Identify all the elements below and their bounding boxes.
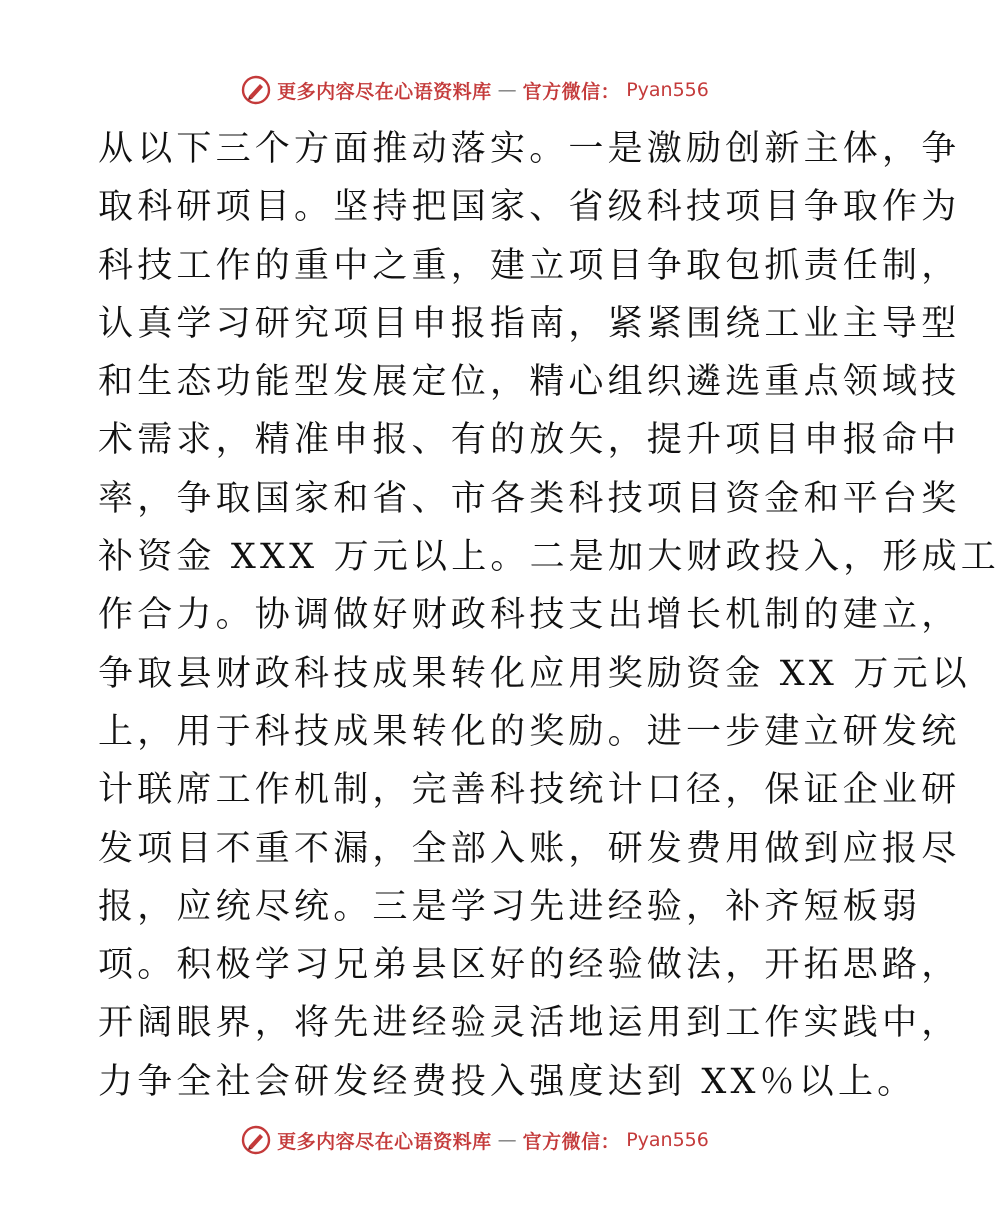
document-body <box>98 120 1000 1111</box>
body-line: 力争全社会研发经费投入强度达到 XX％以上。 <box>98 1061 917 1102</box>
pen-logo-icon <box>241 75 271 105</box>
body-line: 计联席工作机制，完善科技统计口径，保证企业研 <box>98 770 961 811</box>
body-line: 率，争取国家和省、市各类科技项目资金和平台奖 <box>98 478 961 519</box>
body-line: 认真学习研究项目申报指南，紧紧围绕工业主导型 <box>98 303 961 344</box>
body-line: 项。积极学习兄弟县区好的经验做法，开拓思路， <box>98 945 961 986</box>
body-line: 取科研项目。坚持把国家、省级科技项目争取作为 <box>98 187 961 228</box>
watermark-account-prefix: 官方微信： <box>522 80 621 103</box>
watermark-dash: — <box>497 1129 517 1151</box>
body-line: 从以下三个方面推动落实。一是激励创新主体，争 <box>98 129 961 169</box>
watermark-account-prefix: 官方微信： <box>522 1130 621 1153</box>
watermark-account-id: Pyan556 <box>626 1129 709 1151</box>
header-watermark <box>0 73 950 107</box>
body-line: 争取县财政科技成果转化应用奖励资金 XX 万元以 <box>98 653 971 694</box>
body-line: 补资金 XXX 万元以上。二是加大财政投入，形成工 <box>98 537 1000 578</box>
watermark-account-id: Pyan556 <box>626 79 709 101</box>
body-line: 作合力。协调做好财政科技支出增长机制的建立， <box>98 595 961 636</box>
footer-watermark <box>0 1123 950 1157</box>
watermark-site-text: 更多内容尽在心语资料库 <box>277 1130 492 1153</box>
body-line: 发项目不重不漏，全部入账，研发费用做到应报尽 <box>98 828 961 869</box>
body-line: 和生态功能型发展定位，精心组织遴选重点领域技 <box>98 362 961 403</box>
body-line: 术需求，精准申报、有的放矢，提升项目申报命中 <box>98 420 961 461</box>
watermark-site-text: 更多内容尽在心语资料库 <box>277 80 492 103</box>
body-line: 开阔眼界，将先进经验灵活地运用到工作实践中， <box>98 1003 961 1044</box>
body-line: 上，用于科技成果转化的奖励。进一步建立研发统 <box>98 711 961 752</box>
body-line: 科技工作的重中之重，建立项目争取包抓责任制， <box>98 245 961 286</box>
pen-logo-icon <box>241 1125 271 1155</box>
body-line: 报，应统尽统。三是学习先进经验，补齐短板弱 <box>98 886 922 927</box>
watermark-dash: — <box>497 79 517 101</box>
